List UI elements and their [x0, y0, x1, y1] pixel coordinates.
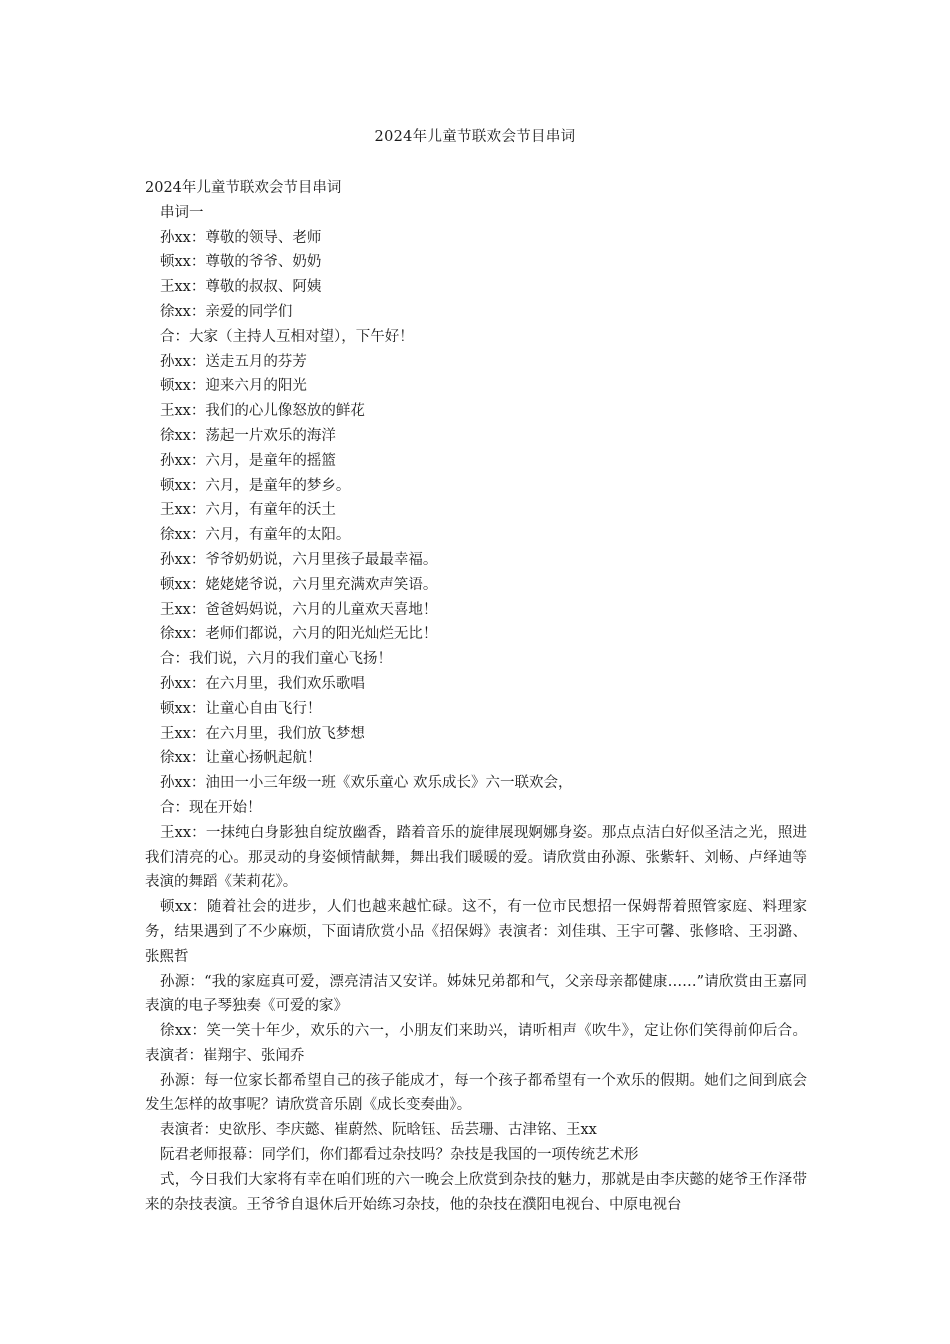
paragraph: 王xx：六月，有童年的沃土 [160, 502, 336, 519]
paragraph: 王xx：我们的心儿像怒放的鲜花 [160, 403, 365, 420]
paragraph: 徐xx：老师们都说，六月的阳光灿烂无比！ [160, 626, 438, 643]
paragraph: 顿xx：六月，是童年的梦乡。 [160, 477, 351, 494]
paragraph: 合：我们说，六月的我们童心飞扬！ [160, 651, 392, 668]
paragraph: 孙xx：油田一小三年级一班《欢乐童心 欢乐成长》六一联欢会， [160, 775, 573, 792]
paragraph: 式，今日我们大家将有幸在咱们班的六一晚会上欣赏到杂技的魅力，那就是由李庆懿的姥爷王作泽带来的杂技表演。王爷爷自退休后开始练习杂技，他的杂技在濮阳电视台、中原电视台 [145, 1171, 807, 1213]
paragraph: 徐xx：荡起一片欢乐的海洋 [160, 427, 336, 444]
paragraph: 阮君老师报幕：同学们，你们都看过杂技吗？杂技是我国的一项传统艺术形 [160, 1147, 639, 1164]
paragraph: 孙源：“我的家庭真可爱，漂亮清洁又安详。姊妹兄弟都和气，父亲母亲都健康……”请欣赏由王嘉同表演的电子琴独奏《可爱的家》 [145, 973, 807, 1015]
paragraph: 王xx：爸爸妈妈说，六月的儿童欢天喜地！ [160, 601, 438, 618]
paragraph: 徐xx：六月，有童年的太阳。 [160, 527, 351, 544]
paragraph: 徐xx：笑一笑十年少，欢乐的六一，小朋友们来助兴，请听相声《吹牛》，定让你们笑得前仰后合。表演者：崔翔宇、张闻乔 [145, 1023, 807, 1064]
paragraph: 孙xx：尊敬的领导、老师 [160, 229, 322, 246]
paragraph: 孙xx：六月，是童年的摇篮 [160, 452, 336, 469]
paragraph: 王xx：尊敬的叔叔、阿姨 [160, 279, 322, 296]
paragraph: 顿xx：迎来六月的阳光 [160, 378, 307, 395]
paragraph: 孙源：每一位家长都希望自己的孩子能成才，每一个孩子都希望有一个欢乐的假期。她们之间到底会发生怎样的故事呢？请欣赏音乐剧《成长变奏曲》。 [145, 1072, 807, 1114]
paragraph: 徐xx：亲爱的同学们 [160, 303, 293, 320]
document-heading: 2024年儿童节联欢会节目串词 [145, 180, 342, 196]
paragraph: 顿xx：尊敬的爷爷、奶奶 [160, 254, 322, 271]
paragraph: 徐xx：让童心扬帆起航！ [160, 750, 322, 767]
paragraph: 王xx：一抹纯白身影独自绽放幽香，踏着音乐的旋律展现婀娜身姿。那点点洁白好似圣洁之光，照进我们清亮的心。那灵动的身姿倾情献舞，舞出我们暖暖的爱。请欣赏由孙源、张紫轩、刘畅、卢绎迪等表演的舞蹈《茉莉花》。 [145, 824, 807, 891]
paragraph: 表演者：史欲彤、李庆懿、崔蔚然、阮晗钰、岳芸珊、古津铭、王xx [160, 1122, 597, 1139]
paragraph: 孙xx：送走五月的芬芳 [160, 353, 307, 370]
paragraph: 合：现在开始！ [160, 799, 262, 816]
paragraph: 串词一 [160, 204, 204, 221]
document-body [145, 176, 807, 1217]
paragraph: 孙xx：在六月里，我们欢乐歌唱 [160, 675, 365, 692]
paragraph: 孙xx：爷爷奶奶说，六月里孩子最最幸福。 [160, 551, 438, 568]
paragraph: 顿xx：姥姥姥爷说，六月里充满欢声笑语。 [160, 576, 438, 593]
paragraph: 合：大家（主持人互相对望），下午好！ [160, 328, 414, 345]
paragraph: 顿xx：随着社会的进步，人们也越来越忙碌。这不，有一位市民想招一保姆帮着照管家庭、料理家务，结果遇到了不少麻烦，下面请欣赏小品《招保姆》表演者：刘佳琪、王宇可馨、张修晗、王羽潞、张熙哲 [145, 899, 807, 965]
paragraph: 顿xx：让童心自由飞行！ [160, 700, 322, 717]
page-title: 2024年儿童节联欢会节目串词 [374, 129, 576, 145]
paragraph: 王xx：在六月里，我们放飞梦想 [160, 725, 365, 742]
